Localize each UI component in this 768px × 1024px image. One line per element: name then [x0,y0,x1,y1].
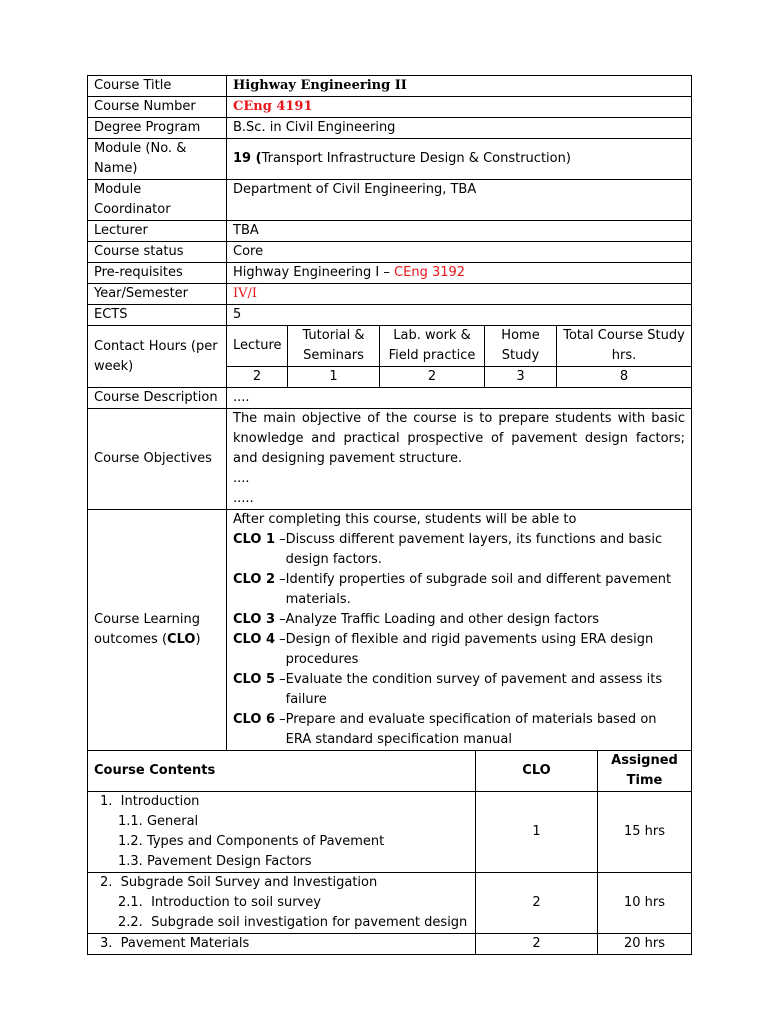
outcomes-label-prefix: Course Learning outcomes ( [94,612,200,647]
contact-hours-label: Contact Hours (per week) [88,326,227,388]
clo-item [233,610,685,630]
objectives-extra-2: ..... [233,491,254,506]
objectives-text: The main objective of the course is to prepare students with basic knowledge and practical prospective of pavement design factors; and designing pavement structure. [233,411,686,466]
outcomes-label-clo: CLO [167,632,196,647]
clo-text: Identify properties of subgrade soil and different pavement materials. [285,572,672,607]
clo-tag-label: CLO 2 [233,572,275,587]
section-title: 3. Pavement Materials [100,936,250,951]
contents-row [88,873,692,934]
clo-tag-label: CLO 5 [233,672,275,687]
ects-value: 5 [227,305,692,326]
contact-header-lab: Lab. work & Field practice [380,326,485,367]
subsection-title: 2.1. Introduction to soil survey [118,895,321,910]
contents-topic [88,934,476,955]
module-label: Module (No. & Name) [88,139,227,180]
time-header: Assigned Time [598,751,692,792]
section-time: 20 hrs [598,934,692,955]
module-number: 19 ( [233,151,262,166]
contents-row [88,934,692,955]
row-contact-headers [88,326,692,367]
clo-item [233,670,685,710]
status-value: Core [227,242,692,263]
course-number-label: Course Number [88,97,227,118]
clo-text: Prepare and evaluate specification of materials based on ERA standard specification manual [285,712,657,747]
row-prereq [88,263,692,284]
row-year [88,284,692,305]
row-description [88,388,692,409]
objectives-cell [227,409,692,510]
row-course-number [88,97,692,118]
contact-header-total: Total Course Study hrs. [557,326,692,367]
clo-tag: CLO 1 – [233,532,286,547]
row-status [88,242,692,263]
course-number-value: CEng 4191 [227,97,692,118]
course-syllabus [87,75,691,955]
course-contents-table [87,751,692,955]
contact-value-total: 8 [557,367,692,388]
section-clo: 2 [476,873,598,934]
contact-value-home: 3 [485,367,557,388]
clo-item [233,530,685,570]
section-time: 10 hrs [598,873,692,934]
clo-header: CLO [476,751,598,792]
prereq-code: CEng 3192 [394,265,466,280]
row-module [88,139,692,180]
objectives-extra-1: .... [233,471,250,486]
section-title: 1. Introduction [100,794,200,809]
clo-text: Design of flexible and rigid pavements using ERA design procedures [285,632,654,667]
clo-tag-label: CLO 4 [233,632,275,647]
row-degree [88,118,692,139]
contact-value-tutorial: 1 [288,367,380,388]
module-name: Transport Infrastructure Design & Construction) [261,151,571,166]
clo-item [233,630,685,670]
contact-header-tutorial: Tutorial & Seminars [288,326,380,367]
clo-tag-label: CLO 3 [233,612,275,627]
outcomes-label-suffix: ) [195,632,201,647]
year-value: IV/I [227,284,692,305]
subsection-title: 1.1. General [118,814,199,829]
degree-label: Degree Program [88,118,227,139]
contents-topic [88,792,476,873]
row-course-title [88,76,692,97]
subsection-title: 1.2. Types and Components of Pavement [118,834,385,849]
row-coordinator [88,180,692,221]
clo-item [233,710,685,750]
contact-header-home: Home Study [485,326,557,367]
status-label: Course status [88,242,227,263]
section-clo: 1 [476,792,598,873]
ects-label: ECTS [88,305,227,326]
clo-tag-label: CLO 6 [233,712,275,727]
description-value: .... [227,388,692,409]
clo-text: Evaluate the condition survey of pavement and assess its failure [285,672,663,707]
subsection-title: 2.2. Subgrade soil investigation for pavement design [118,915,468,930]
clo-text: Discuss different pavement layers, its functions and basic design factors. [285,532,663,567]
outcomes-cell [227,510,692,751]
contents-header-row [88,751,692,792]
row-lecturer [88,221,692,242]
course-title-value: Highway Engineering II [227,76,692,97]
contact-value-lab: 2 [380,367,485,388]
row-objectives [88,409,692,510]
section-title: 2. Subgrade Soil Survey and Investigation [100,875,378,890]
outcomes-intro: After completing this course, students will be able to [233,512,577,527]
course-info-table [87,75,692,751]
prereq-course: Highway Engineering I – [233,265,395,280]
row-ects [88,305,692,326]
clo-tag: CLO 5 – [233,672,286,687]
clo-item [233,570,685,610]
coordinator-label: Module Coordinator [88,180,227,221]
prereq-label: Pre-requisites [88,263,227,284]
prereq-value [227,263,692,284]
contents-body [88,792,692,955]
year-label: Year/Semester [88,284,227,305]
objectives-label: Course Objectives [88,409,227,510]
lecturer-label: Lecturer [88,221,227,242]
contents-topic [88,873,476,934]
section-clo: 2 [476,934,598,955]
contact-header-lecture: Lecture [227,326,288,367]
contents-header: Course Contents [88,751,476,792]
clo-tag: CLO 2 – [233,572,286,587]
clo-tag: CLO 6 – [233,712,286,727]
clo-tag: CLO 3 – [233,612,286,627]
clo-tag: CLO 4 – [233,632,286,647]
section-time: 15 hrs [598,792,692,873]
contact-value-lecture: 2 [227,367,288,388]
clo-list [233,530,685,750]
contents-row [88,792,692,873]
module-value [227,139,692,180]
clo-text: Analyze Traffic Loading and other design factors [285,612,600,627]
course-title-label: Course Title [88,76,227,97]
degree-value: B.Sc. in Civil Engineering [227,118,692,139]
outcomes-label [88,510,227,751]
coordinator-value: Department of Civil Engineering, TBA [227,180,692,221]
subsection-title: 1.3. Pavement Design Factors [118,854,312,869]
description-label: Course Description [88,388,227,409]
clo-tag-label: CLO 1 [233,532,275,547]
lecturer-value: TBA [227,221,692,242]
row-outcomes [88,510,692,751]
